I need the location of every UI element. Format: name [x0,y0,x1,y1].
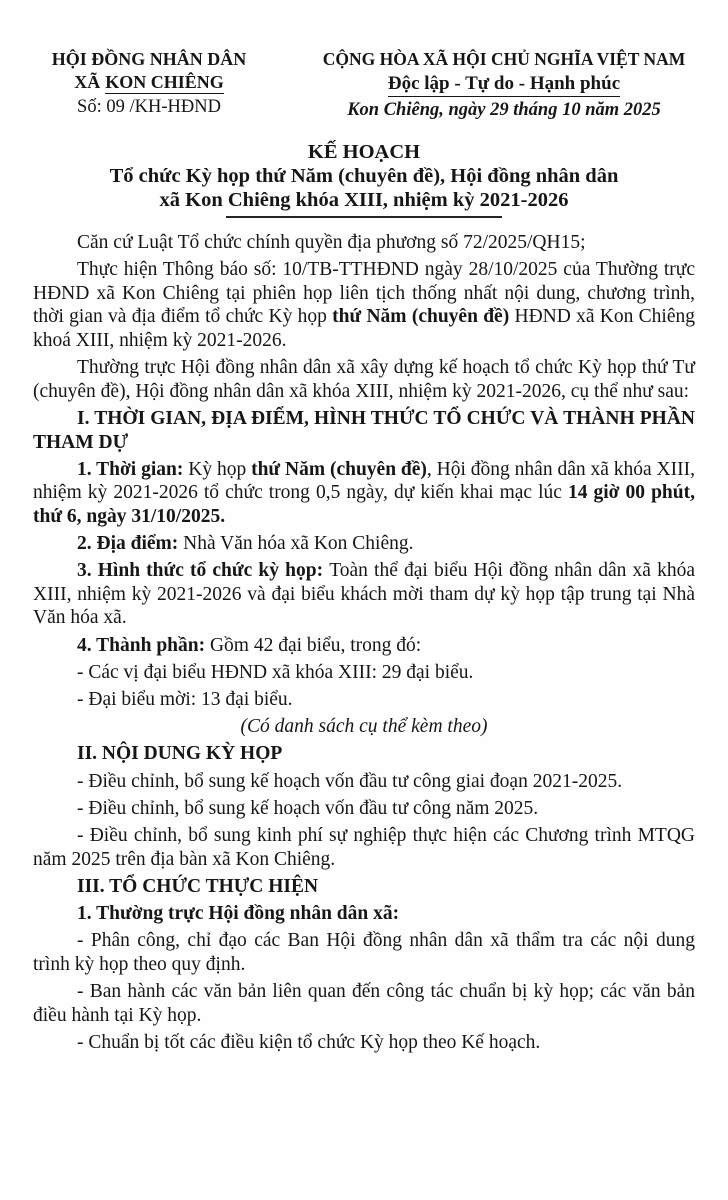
title-line-1: KẾ HOẠCH [307,141,421,163]
text-run: Toàn thể đại biểu Hội đồng nhân dân xã khóa XIII, nhiệm kỳ 2021-2026 và đại biểu khách mời tham dự kỳ họp tập trung tại Nhà Văn hóa xã. [33,560,695,629]
paragraph-2 [33,258,695,352]
paragraph-6 [33,532,695,556]
paragraph-7 [33,559,695,630]
paragraph-11 [33,715,695,739]
paragraph-17 [33,902,695,926]
paragraph-4 [33,407,695,454]
text-run: thứ Năm (chuyên đề) [332,306,510,328]
text-run: Kỳ họp [188,458,252,480]
text-run: 4. Thành phần: [77,634,210,656]
text-run: - Phân công, chỉ đạo các Ban Hội đồng nhân dân xã thẩm tra các nội dung trình kỳ họp theo quy định. [33,930,695,975]
document-number: Số: 09 /KH-HĐND [77,97,221,117]
text-run: thứ Năm (chuyên đề) [251,458,427,480]
text-run: - Điều chỉnh, bổ sung kế hoạch vốn đầu tư công giai đoạn 2021-2025. [77,770,623,792]
title-separator-rule [226,216,502,218]
paragraph-16 [33,875,695,899]
text-run: 1. Thời gian: [77,458,189,480]
text-run: - Ban hành các văn bản liên quan đến công tác chuẩn bị kỳ họp; các văn bản điều hành tại Kỳ họp. [33,980,695,1026]
paragraph-9 [33,661,695,685]
document-body [33,231,695,1054]
commune-prefix: XÃ [74,72,101,92]
text-run: Gồm 42 đại biểu, trong đó: [209,634,422,656]
national-motto-line2 [313,72,695,97]
paragraph-20 [33,1031,695,1055]
text-run: - Chuẩn bị tốt các điều kiện tổ chức Kỳ họp theo Kế hoạch. [77,1031,541,1053]
text-run: 1. Thường trực Hội đồng nhân dân xã: [77,902,400,924]
paragraph-3 [33,356,695,403]
paragraph-1 [33,231,695,255]
national-header-block [313,48,695,122]
issuing-authority-commune [33,71,265,94]
document-title [33,140,695,218]
paragraph-10 [33,688,695,712]
document-header [33,48,695,122]
text-run: - Đại biểu mời: 13 đại biểu. [77,689,293,711]
paragraph-5 [33,458,695,529]
paragraph-18 [33,929,695,976]
text-run: - Các vị đại biểu HĐND xã khóa XIII: 29 đại biểu. [77,661,474,683]
paragraph-8 [33,634,695,658]
paragraph-15 [33,824,695,871]
text-run: Nhà Văn hóa xã Kon Chiêng. [183,533,414,555]
text-run: - Điều chỉnh, bổ sung kế hoạch vốn đầu tư công năm 2025. [77,797,539,819]
text-run: - Điều chỉnh, bổ sung kinh phí sự nghiệp thực hiện các Chương trình MTQG năm 2025 trên địa bàn xã Kon Chiêng. [33,824,695,870]
paragraph-14 [33,797,695,821]
text-run: (Có danh sách cụ thể kèm theo) [240,716,488,738]
text-run: Căn cứ Luật Tổ chức chính quyền địa phương số 72/2025/QH15; [77,232,586,253]
text-run: III. TỔ CHỨC THỰC HIỆN [77,875,319,897]
text-run: 3. Hình thức tổ chức kỳ họp: [77,560,330,582]
paragraph-12 [33,742,695,766]
paragraph-13 [33,770,695,794]
text-run: Thực hiện Thông báo số: 10/TB-TTHĐND ngày 28/10/2025 của Thường trực HĐND xã Kon Chiêng tại phiên họp liên tịch thống nhất nội dung, chương trình, thời gian và địa điểm tổ chức Kỳ họp [33,259,695,328]
paragraph-19 [33,980,695,1027]
title-line-3: xã Kon Chiêng khóa XIII, nhiệm kỳ 2021-2026 [159,189,569,211]
text-run: 2. Địa điểm: [77,533,184,555]
national-motto-line1: CỘNG HÒA XÃ HỘI CHỦ NGHĨA VIỆT NAM [322,49,686,69]
title-line-2: Tổ chức Kỳ họp thứ Năm (chuyên đề), Hội đồng nhân dân [109,165,619,187]
text-run: Thường trực Hội đồng nhân dân xã xây dựng kế hoạch tổ chức Kỳ họp thứ Tư (chuyên đề), Hội đồng nhân dân xã khóa XIII, nhiệm kỳ 2021-2026, cụ thể như sau: [33,357,695,402]
commune-name-underlined: KON CHIÊNG [105,72,224,92]
text-run: HĐND xã Kon Chiêng khoá XIII, nhiệm kỳ 2021-2026. [33,306,695,351]
issuing-authority-name: HỘI ĐỒNG NHÂN DÂN [51,49,247,69]
text-run: I. THỜI GIAN, ĐỊA ĐIỂM, HÌNH THỨC TỔ CHỨC VÀ THÀNH PHẦN THAM DỰ [33,407,695,453]
text-run: 14 giờ 00 phút, thứ 6, ngày 31/10/2025. [33,482,695,527]
motto-underlined: Độc lập - Tự do - Hạnh phúc [388,72,620,97]
place-date-line: Kon Chiêng, ngày 29 tháng 10 năm 2025 [347,100,661,120]
text-run: , Hội đồng nhân dân xã khóa XIII, nhiệm kỳ 2021-2026 tổ chức trong 0,5 ngày, dự kiến khai mạc lúc [33,458,695,504]
issuing-authority-block [33,48,265,119]
text-run: II. NỘI DUNG KỲ HỌP [77,743,283,765]
